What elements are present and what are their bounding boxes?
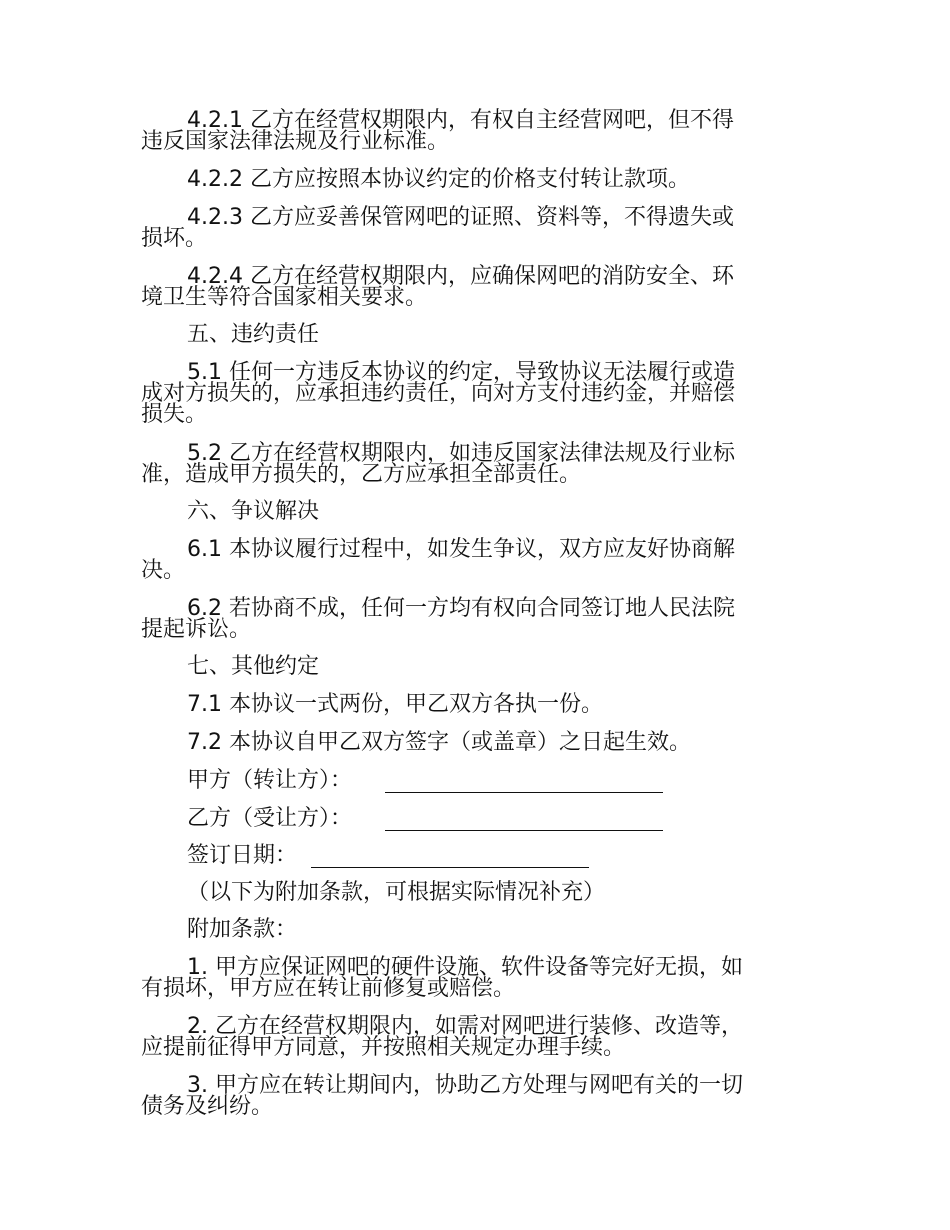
clause-7-1: 7.1 本协议一式两份，甲乙双方各执一份。 (187, 692, 603, 717)
supplement-3-line-2: 债务及纠纷。 (141, 1094, 274, 1119)
clause-4-2-3-line-1: 4.2.3 乙方应妥善保管网吧的证照、资料等，不得遗失或 (187, 205, 734, 230)
clause-4-2-1-line-2: 违反国家法律法规及行业标准。 (141, 129, 450, 154)
section-heading-7: 七、其他约定 (187, 654, 320, 679)
signing-date-blank (311, 867, 589, 868)
clause-4-2-2-line-1: 4.2.2 乙方应按照本协议约定的价格支付转让款项。 (187, 167, 690, 192)
supplement-2-line-2: 应提前征得甲方同意，并按照相关规定办理手续。 (141, 1035, 626, 1060)
clause-6-2-line-2: 提起诉讼。 (141, 617, 252, 642)
clause-5-1-line-1: 5.1 任何一方违反本协议的约定，导致协议无法履行或造 (187, 360, 735, 385)
supplement-note: （以下为附加条款，可根据实际情况补充） (187, 880, 606, 905)
clause-4-2-1-line-1: 4.2.1 乙方在经营权期限内，有权自主经营网吧，但不得 (187, 108, 734, 133)
supplement-1-line-1: 1. 甲方应保证网吧的硬件设施、软件设备等完好无损，如 (187, 955, 743, 980)
clause-5-1-line-2: 成对方损失的，应承担违约责任，向对方支付违约金，并赔偿 (141, 381, 736, 406)
section-heading-5: 五、违约责任 (187, 322, 320, 347)
party-b-signature-blank (385, 830, 663, 831)
party-b-label: 乙方（受让方）： (187, 806, 353, 831)
clause-4-2-4-line-1: 4.2.4 乙方在经营权期限内，应确保网吧的消防安全、环 (187, 264, 734, 289)
clause-4-2-4-line-2: 境卫生等符合国家相关要求。 (141, 285, 428, 310)
section-heading-6: 六、争议解决 (187, 499, 320, 524)
clause-6-1-line-2: 决。 (141, 558, 186, 583)
clause-5-2-line-2: 准，造成甲方损失的，乙方应承担全部责任。 (141, 462, 582, 487)
clause-6-2-line-1: 6.2 若协商不成，任何一方均有权向合同签订地人民法院 (187, 596, 735, 621)
signing-date-label: 签订日期： (187, 843, 298, 868)
clause-4-2-3-line-2: 损坏。 (141, 226, 208, 251)
supplement-1-line-2: 有损坏，甲方应在转让前修复或赔偿。 (141, 976, 516, 1001)
party-a-signature-blank (385, 792, 663, 793)
clause-7-2: 7.2 本协议自甲乙双方签字（或盖章）之日起生效。 (187, 730, 691, 755)
supplement-heading: 附加条款： (187, 917, 298, 942)
supplement-2-line-1: 2. 乙方在经营权期限内，如需对网吧进行装修、改造等， (187, 1014, 743, 1039)
clause-5-1-line-3: 损失。 (141, 402, 208, 427)
party-a-label: 甲方（转让方）： (187, 768, 353, 793)
clause-6-1-line-1: 6.1 本协议履行过程中，如发生争议，双方应友好协商解 (187, 537, 735, 562)
clause-5-2-line-1: 5.2 乙方在经营权期限内，如违反国家法律法规及行业标 (187, 441, 735, 466)
supplement-3-line-1: 3. 甲方应在转让期间内，协助乙方处理与网吧有关的一切 (187, 1073, 743, 1098)
